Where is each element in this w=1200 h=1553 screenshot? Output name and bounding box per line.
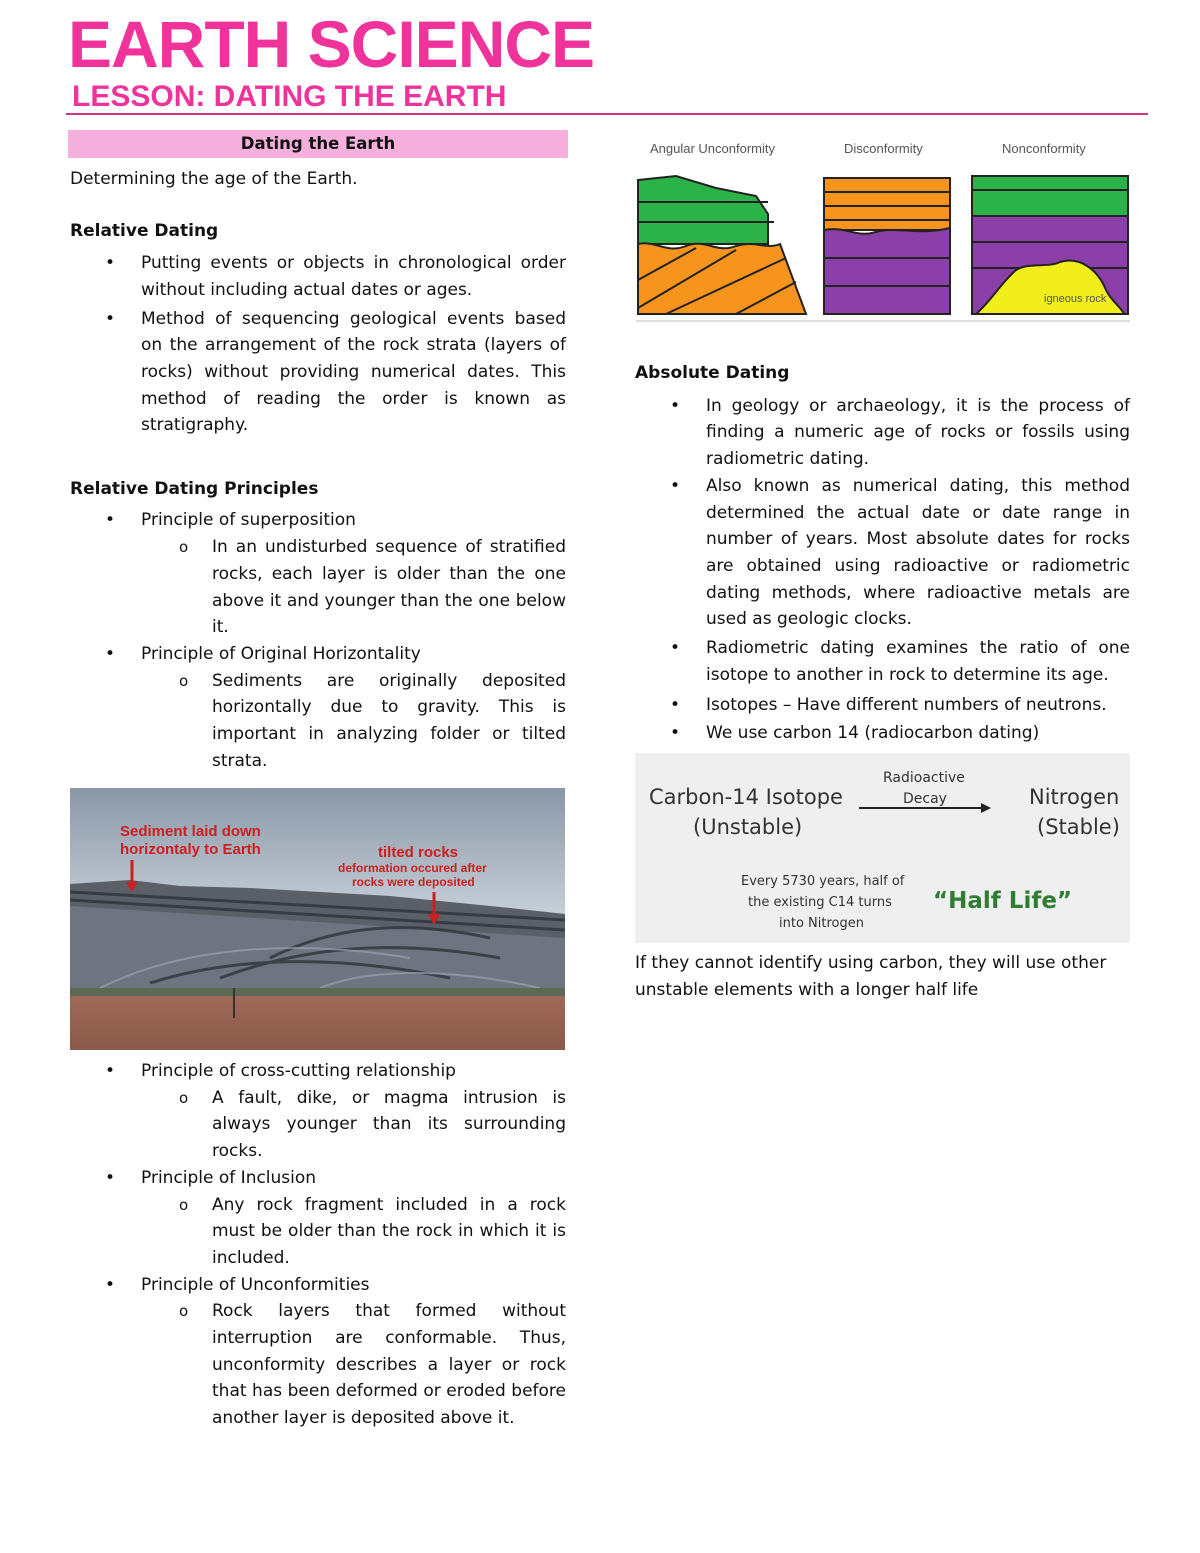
section-band: Dating the Earth xyxy=(68,130,568,158)
absolute-dating-list xyxy=(635,393,1130,747)
relative-dating-list xyxy=(70,250,566,439)
relative-dating-heading: Relative Dating xyxy=(70,221,219,242)
list-item: • Isotopes – Have different numbers of neutrons. xyxy=(706,692,1130,719)
principle-item xyxy=(141,1272,566,1432)
diagram-label: Disconformity xyxy=(844,141,923,156)
principle-detail: o Any rock fragment included in a rock must be older than the rock in which it is included. xyxy=(212,1192,566,1272)
principles-heading: Relative Dating Principles xyxy=(70,478,319,499)
list-item: • Method of sequencing geological events based on the arrangement of the rock strata (layers of rocks) without providing numerical dates. This method of reading the order is known as stratigraphy. xyxy=(141,306,566,440)
c14-note: Every 5730 years, half of xyxy=(741,874,905,889)
tilted-rocks-photo xyxy=(70,788,565,1050)
c14-label: (Stable) xyxy=(1037,815,1120,839)
left-column xyxy=(70,130,566,774)
principle-detail: o A fault, dike, or magma intrusion is always younger than its surrounding rocks. xyxy=(212,1085,566,1165)
principle-item xyxy=(141,1058,566,1165)
document-title: EARTH SCIENCE xyxy=(68,7,595,81)
photo-label: rocks were deposited xyxy=(352,875,475,889)
c14-label: (Unstable) xyxy=(693,815,803,839)
principle-detail: o In an undisturbed sequence of stratified rocks, each layer is older than the one above it and younger than the one below it. xyxy=(212,534,566,641)
principle-detail: o Sediments are originally deposited horizontally due to gravity. This is important in analyzing folder or tilted strata. xyxy=(212,668,566,775)
unconformity-diagram xyxy=(636,130,1130,325)
diagram-label: Angular Unconformity xyxy=(650,141,775,156)
principle-item xyxy=(141,1165,566,1272)
right-column xyxy=(635,360,1130,747)
diagram-label: Nonconformity xyxy=(1002,141,1086,156)
disconformity xyxy=(824,178,950,314)
principle-name: Principle of Original Horizontality xyxy=(141,643,421,664)
list-item: • Also known as numerical dating, this method determined the actual date or date range in number of years. Most absolute dates for rocks are obtained using radioactive or radiometric dating methods, where radioactive metals are used as geologic clocks. xyxy=(706,473,1130,633)
c14-label: Radioactive xyxy=(883,770,965,786)
list-item: • Putting events or objects in chronological order without including actual dates or ages. xyxy=(141,250,566,303)
c14-label: Nitrogen xyxy=(1029,785,1120,809)
intro-text: Determining the age of the Earth. xyxy=(70,169,358,189)
c14-label: Carbon-14 Isotope xyxy=(649,785,843,809)
c14-note: into Nitrogen xyxy=(779,916,864,931)
principle-name: Principle of superposition xyxy=(141,510,356,531)
angular-unconformity xyxy=(638,176,806,314)
photo-label: Sediment laid down xyxy=(120,823,261,840)
lesson-subtitle: LESSON: DATING THE EARTH xyxy=(72,80,507,113)
c14-note: the existing C14 turns xyxy=(748,895,892,910)
half-life-label: “Half Life” xyxy=(933,888,1073,914)
list-item: • In geology or archaeology, it is the process of finding a numeric age of rocks or fossils using radiometric dating. xyxy=(706,393,1130,473)
principle-name: Principle of Inclusion xyxy=(141,1167,317,1188)
principle-name: Principle of Unconformities xyxy=(141,1274,370,1295)
principles-list xyxy=(70,507,566,774)
principles-list-continued xyxy=(70,1058,566,1432)
header-divider xyxy=(66,113,1148,115)
closing-text: If they cannot identify using carbon, they will use other unstable elements with a longer half life xyxy=(635,953,1107,1000)
photo-label: horizontaly to Earth xyxy=(120,841,261,858)
left-column-continued xyxy=(70,1058,566,1432)
photo-label: deformation occured after xyxy=(338,861,487,875)
list-item: • Radiometric dating examines the ratio of one isotope to another in rock to determine its age. xyxy=(706,635,1130,688)
list-item: • We use carbon 14 (radiocarbon dating) xyxy=(706,720,1130,747)
principle-item xyxy=(141,641,566,775)
principle-item xyxy=(141,507,566,641)
principle-name: Principle of cross-cutting relationship xyxy=(141,1061,456,1081)
photo-label: tilted rocks xyxy=(378,844,459,861)
carbon-14-diagram xyxy=(635,753,1130,943)
principle-detail: o Rock layers that formed without interruption are conformable. Thus, unconformity describes a layer or rock that has been deformed or eroded before another layer is deposited above it. xyxy=(212,1298,566,1432)
absolute-dating-heading: Absolute Dating xyxy=(635,363,790,383)
c14-label: Decay xyxy=(903,791,947,807)
igneous-label: igneous rock xyxy=(1044,293,1107,305)
